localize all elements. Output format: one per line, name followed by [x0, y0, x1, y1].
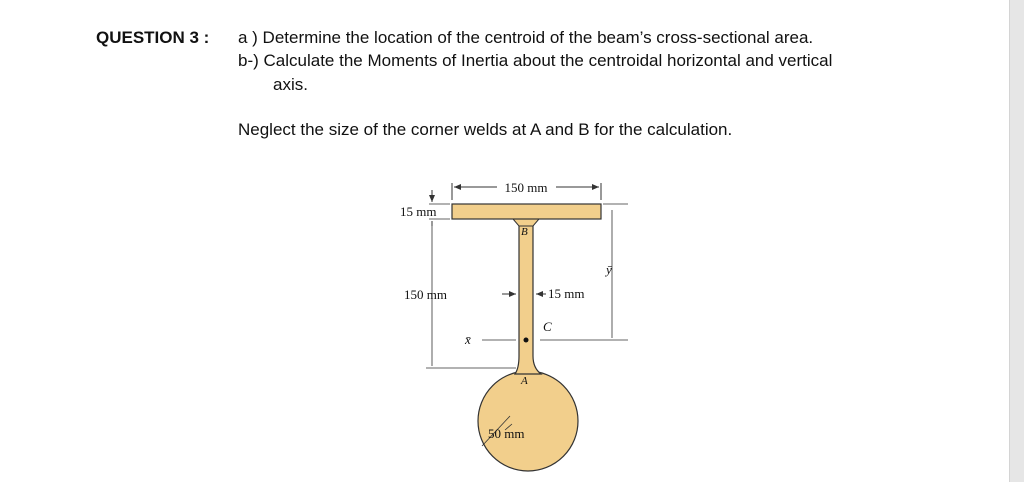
window-scrollbar-edge: [1009, 0, 1024, 482]
dim-web-thickness: 15 mm: [548, 286, 585, 301]
part-b-text: b-) Calculate the Moments of Inertia about the centroidal horizontal and vertical: [238, 51, 833, 70]
flange-section: [452, 204, 601, 219]
web-section: [515, 219, 541, 374]
label-xbar: x̄: [465, 332, 471, 347]
note-text: Neglect the size of the corner welds at A and B for the calculation.: [238, 120, 733, 139]
dim-circle: 50 mm: [488, 426, 525, 441]
label-a: A: [521, 375, 528, 387]
dim-flange-thickness: 15 mm: [400, 204, 437, 219]
part-a-text: a ) Determine the location of the centroid of the beam’s cross-sectional area.: [238, 28, 814, 47]
label-c: C: [543, 319, 552, 334]
dim-top-width: 150 mm: [504, 180, 548, 195]
part-b-continuation: axis.: [273, 75, 308, 94]
dim-web-height: 150 mm: [404, 287, 447, 302]
circular-section: [478, 371, 578, 471]
centroid-point: [524, 338, 529, 343]
label-b: B: [521, 226, 528, 238]
question-label: QUESTION 3 :: [96, 28, 210, 47]
label-ybar: ȳ: [606, 262, 612, 277]
weld-b: [513, 219, 539, 226]
